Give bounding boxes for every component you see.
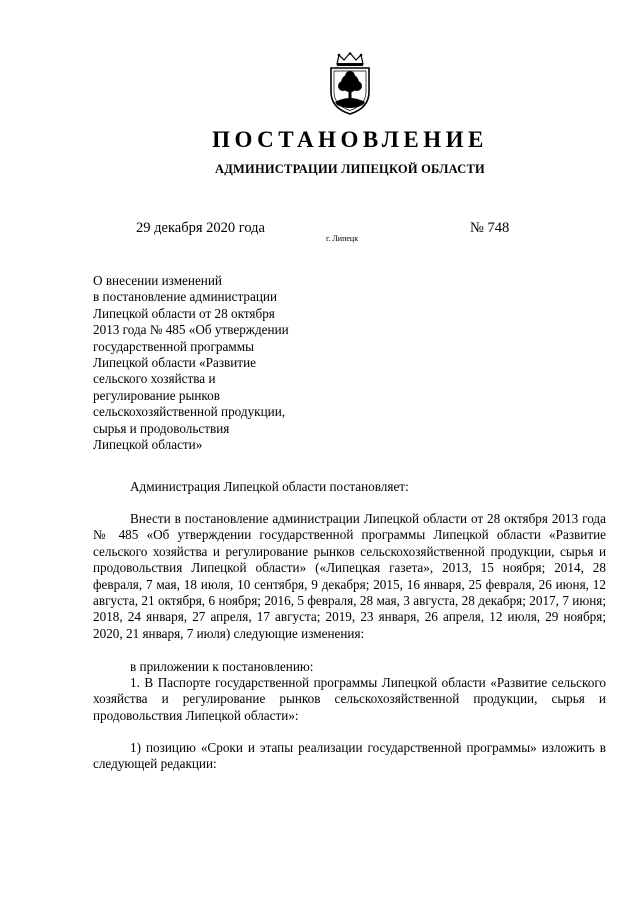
subject-line: в постановление администрации — [93, 289, 278, 305]
item-1-paragraph: 1. В Паспорте государственной программы Липецкой области «Развитие сельского хозяйства и регулирование рынков сельскохозяйственной продукции, сырья и продовольствия Липецкой области»: — [93, 675, 606, 723]
subject-line: сырья и продовольствия — [93, 420, 230, 436]
subject-line: сельского хозяйства и — [93, 371, 216, 387]
document-subject — [93, 273, 353, 453]
item-1-1-paragraph: 1) позицию «Сроки и этапы реализации государственной программы» изложить в следующей редакции: — [93, 740, 606, 772]
subject-line: Липецкой области от 28 октября — [93, 305, 275, 321]
main-paragraph: Внести в постановление администрации Липецкой области от 28 октября 2013 года № 485 «Об утверждении государственной программы Липецкой области «Развитие сельского хозяйства и регулирование рынков сельскохозяйственной продукции, сырья и продовольствия Липецкой области» («Липецкая газета», 2013, 15 ноября; 2014, 28 февраля, 7 мая, 18 июля, 10 сентября, 9 декабря; 2015, 16 января, 25 февраля, 26 июня, 12 августа, 21 октября, 6 ноября; 2016, 5 февраля, 28 мая, 3 августа, 28 декабря; 2017, 7 июня; 2018, 24 января, 27 апреля, 17 августа; 2019, 23 января, 26 апреля, 12 июля, 29 ноября; 2020, 21 января, 7 июля) следующие изменения: — [93, 511, 606, 641]
subject-line: О внесении изменений — [93, 273, 222, 288]
subject-line: государственной программы — [93, 338, 254, 354]
document-subtitle: АДМИНИСТРАЦИИ ЛИПЕЦКОЙ ОБЛАСТИ — [215, 162, 485, 176]
document-title: ПОСТАНОВЛЕНИЕ — [212, 127, 488, 152]
preamble-paragraph: Администрация Липецкой области постановляет: — [130, 479, 409, 494]
appendix-paragraph: в приложении к постановлению: — [130, 659, 314, 674]
document-number: № 748 — [470, 220, 510, 236]
subject-line: Липецкой области «Развитие — [93, 355, 256, 371]
subject-line: 2013 года № 485 «Об утверждении — [93, 322, 289, 338]
document-city: г. Липецк — [326, 234, 359, 243]
lipetsk-coat-of-arms-icon — [325, 52, 375, 116]
subject-line: регулирование рынков — [93, 387, 220, 403]
subject-line: Липецкой области» — [93, 437, 203, 453]
subject-line: сельскохозяйственной продукции, — [93, 404, 286, 420]
document-date: 29 декабря 2020 года — [136, 220, 265, 236]
